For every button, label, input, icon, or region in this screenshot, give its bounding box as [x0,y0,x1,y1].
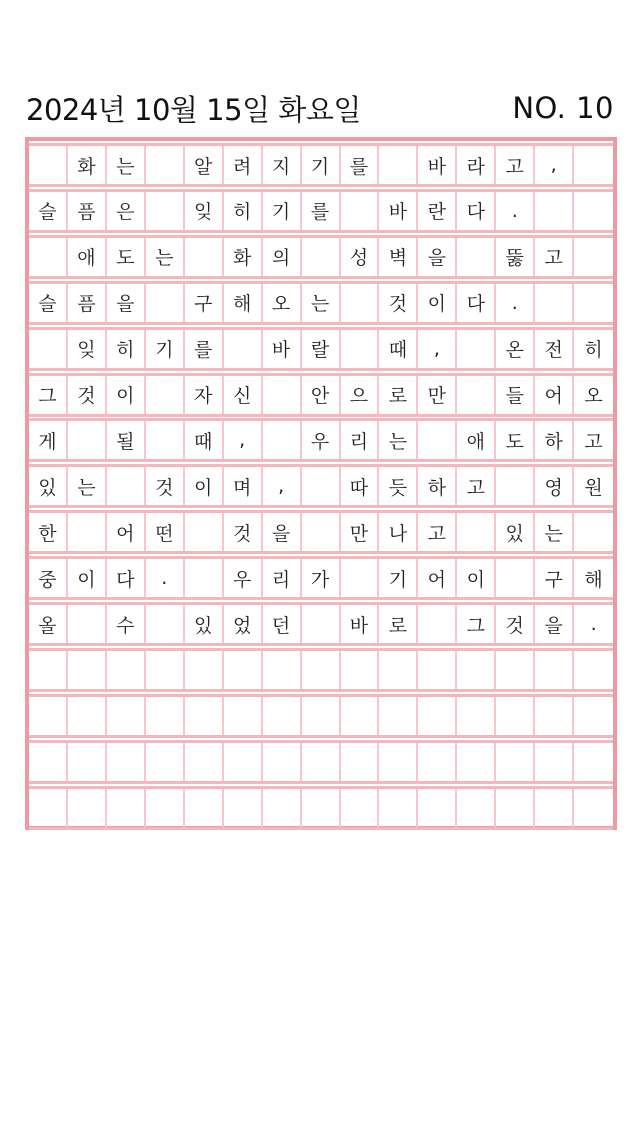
grid-cell [29,146,68,184]
grid-cell: 것 [379,284,418,322]
grid-cell [185,651,224,689]
grid-cell [457,651,496,689]
grid-cell: 가 [302,559,341,597]
grid-cell [574,513,613,551]
grid-cell [574,697,613,735]
grid-cell: 중 [29,559,68,597]
grid-cell: 온 [496,330,535,368]
grid-cell [341,559,380,597]
grid-cell [535,651,574,689]
grid-cell [146,789,185,827]
grid-cell: 을 [263,513,302,551]
grid-cell: 고 [496,146,535,184]
grid-cell [535,192,574,230]
grid-cell [146,651,185,689]
grid-cell: 수 [107,605,146,643]
grid-cell: 은 [107,192,146,230]
grid-cell: 는 [379,421,418,459]
grid-cell [224,743,263,781]
grid-cell [302,513,341,551]
grid-cell [107,789,146,827]
grid-cell: 을 [535,605,574,643]
grid-cell: 기 [302,146,341,184]
grid-cell: 영 [535,467,574,505]
grid-cell [574,284,613,322]
grid-cell: , [418,330,457,368]
grid-cell [418,651,457,689]
grid-cell: 로 [379,376,418,414]
grid-cell [224,330,263,368]
grid-cell: . [496,192,535,230]
grid-cell [146,376,185,414]
grid-row [29,556,613,600]
grid-cell [418,697,457,735]
grid-cell [146,192,185,230]
grid-cell [68,697,107,735]
grid-cell: 고 [584,430,603,453]
grid-cell [574,743,613,781]
grid-cell [457,376,496,414]
grid-cell [457,743,496,781]
grid-cell: 려 [224,146,263,184]
grid-cell [224,697,263,735]
grid-cell [68,513,107,551]
grid-cell [341,697,380,735]
grid-cell [263,743,302,781]
grid-cell [574,146,613,184]
grid-cell: . [590,613,597,635]
grid-cell: 올 [29,605,68,643]
grid-row [29,235,613,279]
grid-cell: 때 [185,421,224,459]
grid-cell [341,192,380,230]
grid-cell: 구 [535,559,574,597]
grid-cell: 잊 [68,330,107,368]
grid-cell: 도 [107,238,146,276]
grid-cell [68,605,107,643]
grid-cell: 히 [224,192,263,230]
grid-cell: 오 [263,284,302,322]
grid-cell [29,743,68,781]
grid-cell [574,238,613,276]
grid-cell: 있 [185,605,224,643]
grid-cell: 슬 [29,284,68,322]
grid-cell: 있 [29,467,68,505]
grid-cell [185,789,224,827]
grid-cell [146,605,185,643]
grid-cell [29,330,68,368]
grid-cell [68,743,107,781]
grid-cell [185,697,224,735]
grid-cell [29,651,68,689]
grid-cell: 을 [418,238,457,276]
grid-cell [107,467,146,505]
grid-row [29,281,613,325]
grid-cell: 우 [224,559,263,597]
grid-cell [263,376,302,414]
grid-cell: 를 [341,146,380,184]
grid-cell [418,421,457,459]
grid-cell: 원 [584,476,603,499]
grid-cell: 듯 [379,467,418,505]
grid-cell: 것 [496,605,535,643]
grid-cell [263,421,302,459]
grid-cell: 해 [584,568,603,591]
grid-cell: 다 [457,192,496,230]
grid-cell [496,789,535,827]
grid-cell [146,697,185,735]
grid-cell: 그 [29,376,68,414]
grid-cell: 안 [302,376,341,414]
grid-cell: 신 [224,376,263,414]
grid-cell [341,789,380,827]
grid-cell [341,330,380,368]
grid-cell: , [224,421,263,459]
grid-cell [418,743,457,781]
grid-cell: 히 [584,339,603,362]
grid-cell [302,651,341,689]
grid-cell: 있 [496,513,535,551]
grid-cell: 이 [107,376,146,414]
grid-cell [185,743,224,781]
grid-cell [68,789,107,827]
grid-cell [496,467,535,505]
grid-cell: 기 [146,330,185,368]
grid-cell [302,467,341,505]
grid-cell: 이 [418,284,457,322]
grid-cell: 픔 [68,284,107,322]
grid-cell [263,789,302,827]
grid-cell [185,238,224,276]
grid-cell: 는 [535,513,574,551]
grid-row [29,373,613,417]
grid-cell: 며 [224,467,263,505]
grid-cell: 우 [302,421,341,459]
grid-cell [68,651,107,689]
grid-cell [457,330,496,368]
grid-cell [263,697,302,735]
grid-cell [185,559,224,597]
grid-cell [146,146,185,184]
grid-cell [535,284,574,322]
grid-cell [263,651,302,689]
grid-cell: 기 [379,559,418,597]
grid-cell: 뚫 [496,238,535,276]
grid-cell: 것 [68,376,107,414]
grid-cell: 게 [29,421,68,459]
grid-cell: 라 [457,146,496,184]
grid-cell: 한 [29,513,68,551]
grid-cell [379,146,418,184]
grid-cell: 벽 [379,238,418,276]
grid-row [29,143,613,187]
grid-cell [302,697,341,735]
grid-cell: 것 [146,467,185,505]
grid-cell: 고 [418,513,457,551]
grid-cell [457,238,496,276]
grid-cell [146,284,185,322]
grid-cell: 애 [68,238,107,276]
grid-row [29,740,613,784]
grid-cell: . [146,559,185,597]
grid-row [29,464,613,508]
grid-cell [224,789,263,827]
grid-cell: 리 [341,421,380,459]
grid-cell: 화 [68,146,107,184]
grid-cell: 어 [107,513,146,551]
grid-cell [341,743,380,781]
grid-cell: 그 [457,605,496,643]
grid-cell: 픔 [68,192,107,230]
grid-row [29,510,613,554]
grid-cell: 잊 [185,192,224,230]
grid-row [29,327,613,371]
grid-cell [379,743,418,781]
grid-cell [574,789,613,827]
grid-cell: 나 [379,513,418,551]
grid-cell: 지 [263,146,302,184]
page-number: NO. 10 [512,91,614,125]
grid-cell [107,743,146,781]
grid-cell: 알 [185,146,224,184]
grid-cell: 바 [418,146,457,184]
grid-cell: 를 [302,192,341,230]
grid-cell: 다 [107,559,146,597]
grid-cell: 오 [584,385,603,407]
grid-cell [107,697,146,735]
grid-cell: 하 [418,467,457,505]
grid-cell: 히 [107,330,146,368]
grid-cell: 기 [263,192,302,230]
grid-cell: 로 [379,605,418,643]
grid-cell: . [496,284,535,322]
grid-cell: 따 [341,467,380,505]
grid-row [29,189,613,233]
grid-cell [29,697,68,735]
grid-cell: 리 [263,559,302,597]
grid-cell [302,238,341,276]
grid-cell [146,743,185,781]
grid-cell: 것 [224,513,263,551]
grid-cell [574,651,613,689]
grid-cell [29,789,68,827]
grid-cell: 의 [263,238,302,276]
grid-cell [535,789,574,827]
grid-cell [302,743,341,781]
grid-cell [496,651,535,689]
grid-row [29,694,613,738]
grid-cell: 랄 [302,330,341,368]
grid-cell [341,651,380,689]
grid-cell: 성 [341,238,380,276]
grid-cell: 던 [263,605,302,643]
grid-cell [418,789,457,827]
grid-cell [535,697,574,735]
grid-cell: 만 [418,376,457,414]
grid-cell: 전 [535,330,574,368]
grid-cell: 는 [146,238,185,276]
grid-cell [68,421,107,459]
grid-cell [29,238,68,276]
manuscript-grid [25,137,617,830]
grid-cell: 는 [68,467,107,505]
grid-cell [457,513,496,551]
grid-cell [185,513,224,551]
grid-cell [574,192,613,230]
grid-cell [496,743,535,781]
grid-cell: 고 [535,238,574,276]
grid-cell: 이 [68,559,107,597]
grid-cell: 고 [457,467,496,505]
grid-cell: 다 [457,284,496,322]
grid-cell [496,697,535,735]
grid-cell: 때 [379,330,418,368]
grid-cell: 슬 [29,192,68,230]
grid-cell: 란 [418,192,457,230]
grid-cell: 어 [418,559,457,597]
grid-cell [224,651,263,689]
grid-cell [379,789,418,827]
grid-cell [302,789,341,827]
date-label: 2024년 10월 15일 화요일 [26,92,361,127]
grid-cell: , [263,467,302,505]
grid-cell: 바 [379,192,418,230]
grid-cell: 어 [535,376,574,414]
grid-cell [496,559,535,597]
grid-cell: 자 [185,376,224,414]
grid-cell [535,743,574,781]
grid-cell: 구 [185,284,224,322]
grid-cell: 하 [535,421,574,459]
grid-cell [107,651,146,689]
grid-cell: 화 [224,238,263,276]
grid-cell: 떤 [146,513,185,551]
grid-cell: 으 [341,376,380,414]
grid-cell [379,697,418,735]
grid-cell: 만 [341,513,380,551]
grid-cell [146,421,185,459]
grid-cell: 애 [457,421,496,459]
grid-cell [341,284,380,322]
grid-cell: 바 [341,605,380,643]
grid-cell: 들 [496,376,535,414]
grid-row [29,418,613,462]
grid-cell [302,605,341,643]
grid-cell: , [535,146,574,184]
grid-row [29,602,613,646]
grid-cell [379,651,418,689]
page-header [26,84,614,132]
grid-cell: 는 [302,284,341,322]
grid-cell: 었 [224,605,263,643]
grid-cell: 도 [496,421,535,459]
grid-cell: 바 [263,330,302,368]
grid-cell: 는 [107,146,146,184]
grid-row [29,786,613,830]
grid-cell: 을 [107,284,146,322]
grid-cell: 해 [224,284,263,322]
grid-cell: 를 [185,330,224,368]
grid-cell: 이 [457,559,496,597]
grid-cell [457,789,496,827]
grid-cell: 이 [185,467,224,505]
grid-cell [418,605,457,643]
grid-cell [457,697,496,735]
grid-row [29,648,613,692]
grid-cell: 될 [107,421,146,459]
